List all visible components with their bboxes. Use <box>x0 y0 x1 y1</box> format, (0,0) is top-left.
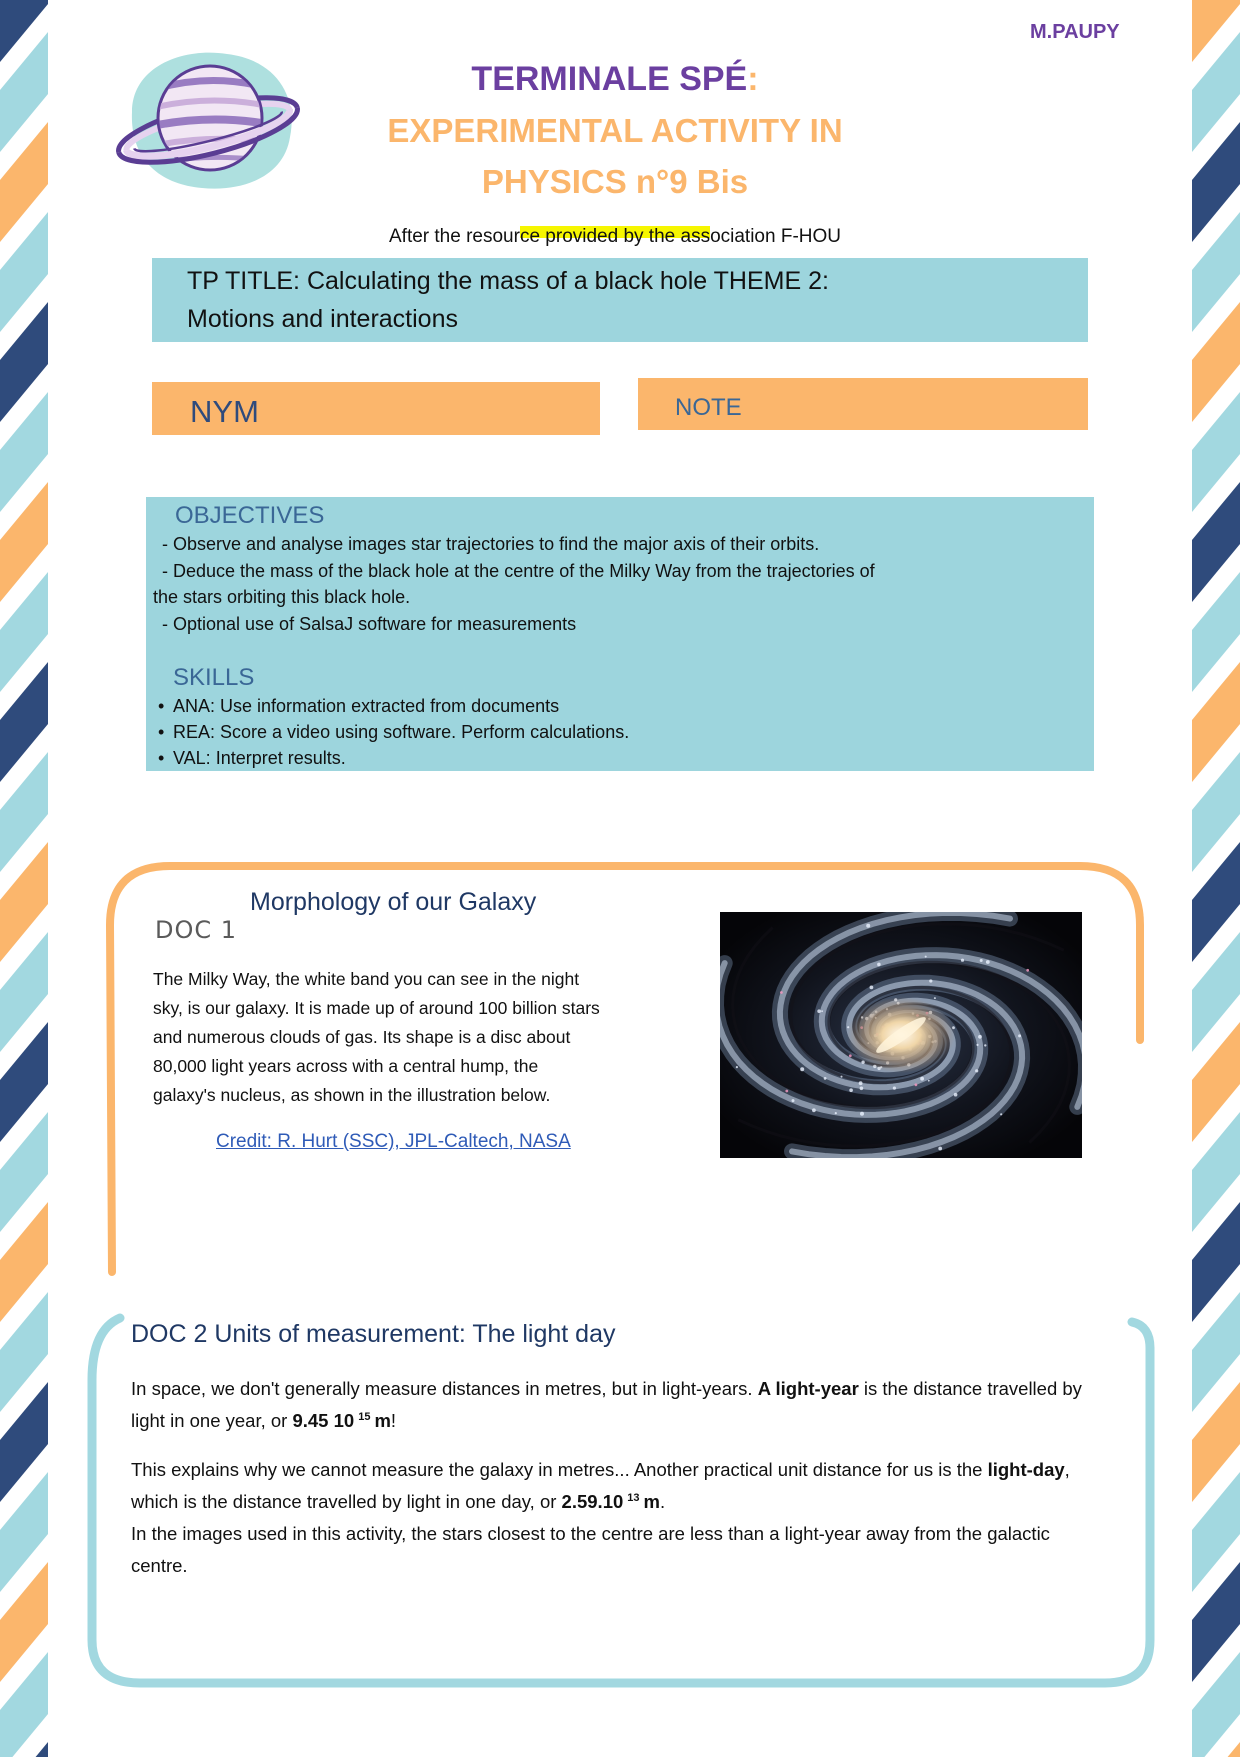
galaxy-star <box>849 1088 853 1092</box>
doc1-heading: Morphology of our Galaxy <box>250 888 537 916</box>
doc2-text <box>131 1373 1109 1582</box>
source-text-end: ociation F-HOU <box>710 226 841 247</box>
doc2-p2-unit: m <box>643 1491 660 1512</box>
planet-icon <box>112 42 304 194</box>
doc2-p2-text: , which is the distance travelled by light in one day, or <box>131 1459 1070 1512</box>
objective-line: - Deduce the mass of the black hole at the centre of the Milky Way from the trajectories of <box>162 560 875 581</box>
note-box <box>638 378 1088 430</box>
galaxy-star <box>1000 1113 1002 1115</box>
name-label: NYM <box>190 394 259 429</box>
galaxy-star <box>954 1093 958 1097</box>
tp-title-line: Motions and interactions <box>187 305 458 333</box>
galaxy-star <box>975 1069 978 1072</box>
galaxy-star <box>866 924 870 928</box>
doc2-p1-text: ! <box>390 1410 397 1431</box>
galaxy-star <box>980 959 983 962</box>
galaxy-star <box>929 979 932 982</box>
source-attribution <box>300 224 930 250</box>
doc2-paragraph <box>131 1373 1109 1437</box>
objective-line: - Observe and analyse images star trajectories to find the major axis of their orbits. <box>162 534 820 554</box>
galaxy-star <box>893 1087 896 1090</box>
galaxy-star <box>938 1147 942 1151</box>
title-number: PHYSICS n°9 Bis <box>481 163 749 200</box>
doc2-p1-text: is the distance travelled by light in one year, or <box>131 1378 1082 1431</box>
galaxy-star <box>870 986 874 990</box>
doc2-p2-text: . <box>659 1491 666 1512</box>
galaxy-star <box>934 997 936 999</box>
doc2-p1-term: A light-year <box>757 1378 859 1399</box>
galaxy-star <box>860 1112 864 1116</box>
source-text-highlighted: ce provided by the ass <box>519 226 711 247</box>
galaxy-star <box>961 959 964 962</box>
doc2-p1-unit: m <box>374 1410 391 1431</box>
note-label: NOTE <box>675 394 742 421</box>
galaxy-star <box>986 960 990 964</box>
galaxy-star <box>877 963 881 967</box>
doc2-paragraph: In the images used in this activity, the stars closest to the centre are less than a light-year away from the galactic centre. <box>131 1523 1050 1576</box>
galaxy-nebula <box>780 991 783 994</box>
source-text-start: After the resour <box>389 226 520 247</box>
doc1-paragraph-line: galaxy's nucleus, as shown in the illustration below. <box>153 1085 551 1105</box>
doc1-paragraph <box>153 965 713 1110</box>
galaxy-star <box>978 1035 982 1039</box>
objectives-skills-panel <box>146 497 1094 771</box>
page-title <box>300 54 930 207</box>
doc1-paragraph-line: and numerous clouds of gas. Its shape is a disc about <box>153 1027 571 1047</box>
galaxy-star <box>859 1081 863 1085</box>
image-credit-link[interactable]: Credit: R. Hurt (SSC), JPL-Caltech, NASA <box>216 1131 571 1152</box>
doc1-label: DOC 1 <box>155 916 238 944</box>
doc2-section <box>80 1308 1160 1693</box>
objectives-heading: OBJECTIVES <box>175 502 325 529</box>
tp-title-line: TP TITLE: Calculating the mass of a black hole THEME 2: <box>187 267 829 295</box>
galaxy-star <box>984 1044 986 1046</box>
right-stripe-border <box>1192 0 1240 1757</box>
galaxy-star <box>841 1076 843 1078</box>
title-activity: EXPERIMENTAL ACTIVITY IN <box>387 112 843 149</box>
doc2-p2-value: 2.59.10 <box>561 1491 624 1512</box>
skill-item: • ANA: Use information extracted from documents <box>146 693 1094 719</box>
galaxy-star <box>812 1108 816 1112</box>
galaxy-star <box>928 1080 930 1082</box>
galaxy-star <box>817 1009 821 1013</box>
galaxy-star <box>792 1099 795 1102</box>
galaxy-star <box>860 1087 864 1091</box>
doc1-section <box>96 858 1148 1278</box>
galaxy-nebula <box>915 1083 918 1086</box>
left-stripe-border <box>0 0 48 1757</box>
doc2-p1-exponent: 15 <box>358 1410 371 1423</box>
doc2-p1-text: In space, we don't generally measure distances in metres, but in light-years. <box>131 1378 758 1399</box>
galaxy-nebula <box>1026 969 1029 972</box>
skills-heading: SKILLS <box>173 664 255 691</box>
galaxy-star <box>920 1077 924 1081</box>
doc1-paragraph-line: 80,000 light years across with a central hump, the <box>153 1056 539 1076</box>
doc2-p1-value: 9.45 10 <box>292 1410 355 1431</box>
title-colon: : <box>747 60 759 98</box>
skill-item: • VAL: Interpret results. <box>146 745 1094 771</box>
doc2-p2-text: This explains why we cannot measure the galaxy in metres... Another practical unit distance for us is the <box>131 1459 988 1480</box>
galaxy-star <box>800 1067 804 1071</box>
title-course: TERMINALE SPÉ <box>471 60 748 98</box>
galaxy-star <box>925 956 927 958</box>
galaxy-star <box>824 1077 827 1080</box>
doc1-paragraph-line: sky, is our galaxy. It is made up of around 100 billion stars <box>153 998 600 1018</box>
galaxy-star <box>821 1010 823 1012</box>
galaxy-star <box>736 1066 738 1068</box>
objective-line: the stars orbiting this black hole. <box>153 587 411 607</box>
tp-title-banner <box>152 258 1088 342</box>
objective-line: - Optional use of SalsaJ software for measurements <box>162 613 577 634</box>
galaxy-star <box>976 1044 978 1046</box>
skill-item: • REA: Score a video using software. Perform calculations. <box>146 719 1094 745</box>
doc1-paragraph-line: The Milky Way, the white band you can see in the night <box>153 969 580 989</box>
name-box <box>152 382 600 435</box>
galaxy-star <box>835 1112 837 1114</box>
doc2-p2-exponent: 13 <box>627 1491 640 1504</box>
galaxy-nebula <box>849 1054 852 1057</box>
milky-way-image <box>720 912 1082 1158</box>
title-line-course <box>300 54 930 105</box>
galaxy-star <box>1018 1034 1021 1037</box>
doc2-paragraph <box>131 1454 1109 1518</box>
author-name: M.PAUPY <box>1030 21 1120 43</box>
doc2-heading: DOC 2 Units of measurement: The light day <box>131 1320 616 1348</box>
galaxy-nebula <box>785 1090 788 1093</box>
doc2-p2-term: light-day <box>987 1459 1065 1480</box>
